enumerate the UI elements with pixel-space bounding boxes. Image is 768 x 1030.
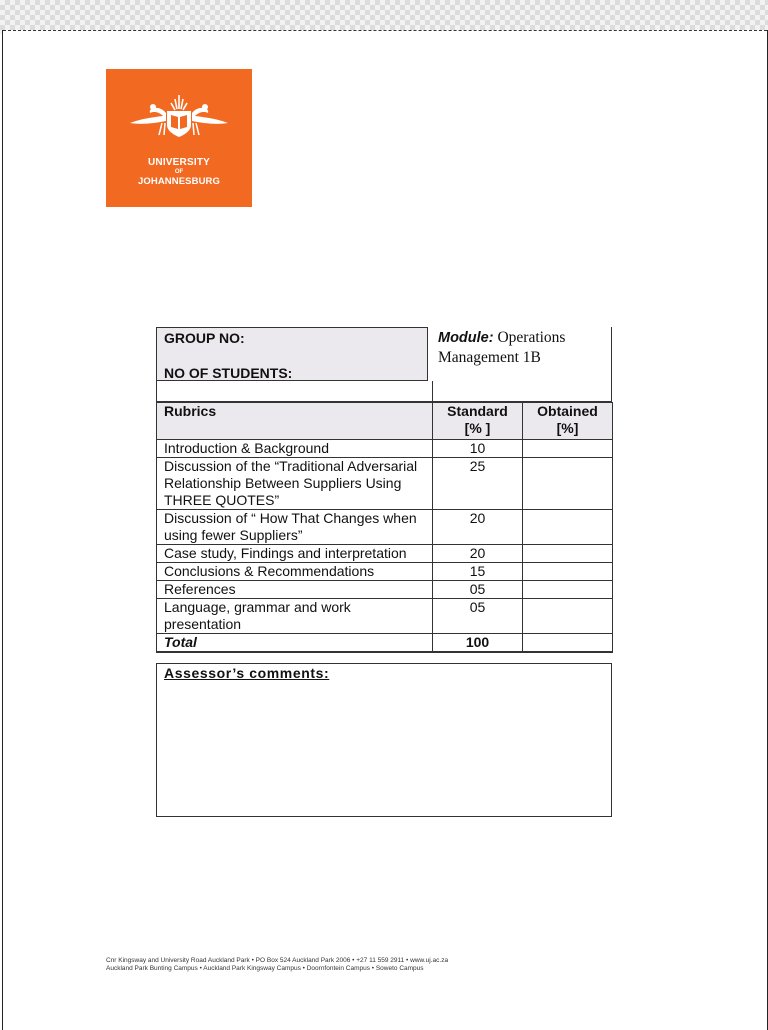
obtained-cell[interactable] [523, 545, 613, 563]
university-logo [106, 69, 252, 207]
rubric-cell: Discussion of the “Traditional Adversarial Relationship Between Suppliers Using THREE QUOTES” [157, 458, 433, 510]
page-top-edge [3, 30, 767, 31]
logo-text-johannesburg: JOHANNESBURG [138, 176, 220, 187]
table-row [157, 563, 613, 581]
students-label: NO OF STUDENTS: [164, 365, 293, 381]
module-value-1: Operations [497, 329, 566, 346]
standard-cell: 15 [433, 563, 523, 581]
group-no-label: GROUP NO: [164, 330, 245, 346]
standard-cell: 20 [433, 510, 523, 545]
obtained-cell[interactable] [523, 458, 613, 510]
rubric-cell: Discussion of “ How That Changes when using fewer Suppliers” [157, 510, 433, 545]
logo-text-university: UNIVERSITY [147, 157, 210, 168]
obtained-cell[interactable] [523, 440, 613, 458]
total-row [157, 634, 613, 653]
total-label: Total [157, 634, 433, 653]
assessor-comments-box[interactable] [156, 663, 612, 817]
standard-cell: 20 [433, 545, 523, 563]
spacer-divider [432, 381, 433, 401]
assessor-comments-label: Assessor’s comments: [164, 665, 330, 681]
logo-text-of: OF [174, 169, 184, 175]
total-standard: 100 [433, 634, 523, 653]
obtained-cell[interactable] [523, 599, 613, 634]
standard-cell: 10 [433, 440, 523, 458]
obtained-cell[interactable] [523, 563, 613, 581]
standard-cell: 05 [433, 599, 523, 634]
standard-cell: 05 [433, 581, 523, 599]
table-row [157, 599, 613, 634]
obtained-cell[interactable] [523, 510, 613, 545]
module-value-2: Management 1B [438, 349, 541, 366]
rubric-cell: Conclusions & Recommendations [157, 563, 433, 581]
rubric-cell: Language, grammar and work presentation [157, 599, 433, 634]
module-label: Module: [438, 330, 494, 346]
footer-line-1: Cnr Kingsway and University Road Auckland Park • PO Box 524 Auckland Park 2006 • +27 11 559 2911 • www.uj.ac.za [106, 957, 449, 964]
module-box [432, 327, 612, 381]
header-spacer-row [156, 381, 612, 402]
obtained-cell[interactable] [523, 581, 613, 599]
col-header-obtained: Obtained [%] [523, 403, 613, 440]
table-header-row [157, 403, 613, 440]
table-row [157, 581, 613, 599]
table-row [157, 510, 613, 545]
module-line-1 [438, 329, 565, 347]
rubric-cell: Case study, Findings and interpretation [157, 545, 433, 563]
table-row [157, 545, 613, 563]
total-obtained[interactable] [523, 634, 613, 653]
footer-address [106, 957, 448, 973]
rubric-table [156, 402, 613, 653]
table-row [157, 458, 613, 510]
standard-cell: 25 [433, 458, 523, 510]
rubric-cell: References [157, 581, 433, 599]
table-row [157, 440, 613, 458]
col-header-rubrics: Rubrics [157, 403, 433, 440]
col-header-standard: Standard [% ] [433, 403, 523, 440]
background-checker-pattern [0, 0, 768, 34]
rubric-cell: Introduction & Background [157, 440, 433, 458]
group-info-box [156, 327, 428, 381]
crest-icon [126, 91, 232, 153]
footer-line-2: Auckland Park Bunting Campus • Auckland Park Kingsway Campus • Doornfontein Campus • Soweto Campus [106, 965, 424, 972]
